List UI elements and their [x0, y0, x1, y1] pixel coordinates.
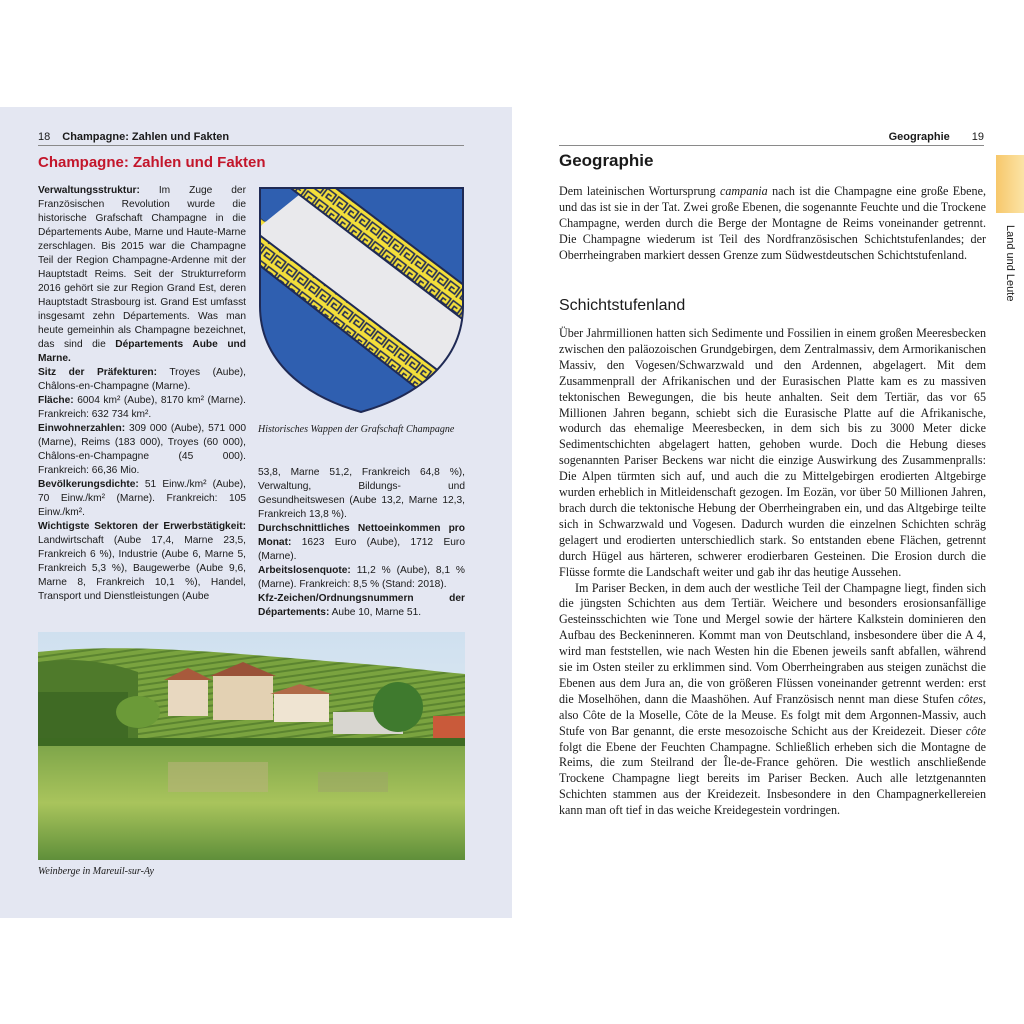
body-paragraph-2 [559, 581, 986, 820]
fact-label: Fläche: [38, 395, 74, 406]
intro-paragraph [559, 184, 986, 264]
left-page-title: Champagne: Zahlen und Fakten [38, 154, 266, 171]
fact-label: Durchschnittliches Nettoeinkommen pro Monat: [258, 523, 465, 548]
photo-caption: Weinberge in Mareuil-sur-Ay [38, 866, 154, 877]
section-body [559, 326, 986, 819]
text-run: , also Côte de la Moselle, Côte de la Meuse. Es folgt mit dem Argonnen-Massiv, auch Stufe von Bar genannt, die erste mesozoische Schicht aus der Kreidezeit. Dieser [559, 691, 986, 738]
chapter-side-label-text: Land und Leute [1004, 225, 1016, 302]
fact-label: Kfz-Zeichen/Ordnungsnummern der Départements: [258, 593, 465, 618]
chapter-tab [996, 155, 1024, 213]
fact-text: 309 000 (Aube), 571 000 (Marne), Reims (183 000), Troyes (60 000), Châlons-en-Champagne (45 000). Frankreich: 66,36 Mio. [38, 423, 246, 476]
chapter-side-label [996, 225, 1024, 315]
italic-run: côte [965, 723, 986, 738]
italic-run: campania [720, 184, 768, 198]
fact-bold-text: Départements Aube und Marne. [38, 339, 246, 364]
facts-column-2 [258, 466, 465, 620]
fact-text: 51 Einw./km² (Aube), 70 Einw./km² (Marne). Frankreich: 105 Einw./km². [38, 479, 246, 518]
italic-run: côtes [958, 691, 983, 706]
fact-text: 1623 Euro (Aube), 1712 Euro (Marne). [258, 537, 465, 562]
fact-text: Troyes (Aube), Châlons-en-Champagne (Marne). [38, 367, 246, 392]
fact-label: Arbeitslosenquote: [258, 565, 351, 576]
fact-text: 6004 km² (Aube), 8170 km² (Marne). Frankreich: 632 734 km². [38, 395, 246, 420]
text-run: Im Pariser Becken, in dem auch der westliche Teil der Champagne liegt, finden sich die jüngsten Schichten aus dem Tertiär. Weichere und besonders erosionsanfällige Gesteinsschichten wie Tone und Mergel sowie der härtere Kalkstein dominieren den Aufbau des Beckeninneren. Kommt man von Deutschland, insbesondere über die A 4, wird man feststellen, wie nach Westen hin die Ebenen jeweils sanft abfallen, während sie im Osten steiler zu erklimmen sind. Vom Oberrheingraben aus steigen zunächst die Ebenen aus dem Jura an, die von größeren Flüssen voneinander getrennt werden: erst die Moselhöhen, dann die Maashöhen. Auf Französisch nennt man diese Stufen [559, 580, 986, 706]
text-run: folgt die Ebene der Feuchten Champagne. Schließlich erheben sich die Montagne de Reims, die zum Steilrand der Île-de-France gehören. Die westlich anschließende Trockene Champagne liegt bereits im Pariser Becken. Auch alle letztgenannten Schichten stammen aus der Kreidezeit. Insbesondere in den Champagnerkellereien kann man oft tief in das weiche Kreidegestein vordringen. [559, 739, 986, 818]
right-page-number: 19 [971, 131, 984, 143]
left-page-number: 18 [38, 131, 51, 143]
fact-text: 11,2 % (Aube), 8,1 % (Marne). Frankreich: 8,5 % (Stand: 2018). [258, 565, 465, 590]
fact-text: Landwirtschaft (Aube 17,4, Marne 23,5, Frankreich 6 %), Industrie (Aube 6, Marne 5, Frankreich 5,3 %), Baugewerbe (Aube 9,6, Marne 8, Frankreich 10,1 %), Handel, Transport und Dienstleistungen (Aube [38, 535, 246, 602]
text-run: Dem lateinischen Wortursprung [559, 184, 721, 198]
fact-label: Wichtigste Sektoren der Erwerbstätigkeit: [38, 521, 246, 532]
right-page-title: Geographie [559, 151, 654, 170]
right-running-head [559, 131, 984, 146]
fact-text: Im Zuge der Französischen Revolution wurde die historische Grafschaft Champagne in die Départements Aube, Marne und Haute-Marne zerschlagen. Bis 2015 war die Champagne Teil der Region Champagne-Ardenne mit der Hauptstadt Reims. Seit der Strukturreform 2016 gehört sie zur Region Grand Est, deren Hauptstadt Strasbourg ist. Grand Est umfasst insgesamt zehn Départements. Was man heute gemeinhin als Champagne bezeichnet, das sind die [38, 185, 246, 350]
left-running-head-text: Champagne: Zahlen und Fakten [62, 131, 230, 143]
crest-caption: Historisches Wappen der Grafschaft Champagne [258, 424, 455, 435]
right-running-head-text: Geographie [888, 131, 950, 143]
text-run: nach ist die Champagne eine große Ebene, und das ist sie in der Tat. Zwei große Ebenen, die sogenannte Feuchte und die Trockene Champagne, werden durch die Berge der Montagne de Reims voneinander getrennt. Die Champagne wiederum ist Teil des Nordfranzösischen Schichtstufenlandes; der Oberrheingraben markiert dessen Grenze zum Südwestdeutschen Schichtstufenland. [559, 184, 986, 262]
fact-label: Bevölkerungsdichte: [38, 479, 139, 490]
champagne-coat-of-arms [258, 186, 465, 414]
facts-column-1 [38, 184, 246, 604]
fact-label: Einwohnerzahlen: [38, 423, 126, 434]
fact-label: Verwaltungsstruktur: [38, 185, 140, 196]
body-paragraph-1: Über Jahrmillionen hatten sich Sedimente und Fossilien in einem großen Meeresbecken zwischen den paläozoischen Grundgebirgen, dem Zentralmassiv, dem Armorikanischen Massiv, den Vogesen/Schwarzwald und den Ardennen, abgelagert. Mit dem Zusammenprall der Afrikanischen und der Eurasischen Platte kam es zu massiven tektonischen Bewegungen, die bis heute anhalten. Seit dem Tertiär, das vor 65 Millionen Jahren begann, schiebt sich die Eurasische Platte auf die Afrikanische, wodurch das ehemalige Meeresbecken, in dem sich bis zu 3000 Meter dicke Sedimentschichten abgelagert hatten, gehoben wurde. Doch die Hebung dieses sogenannten Pariser Beckens war nicht die einzige Auswirkung des Zusammenpralls: Die Alpen türmten sich auf, und auch die zu Mittelgebirgen erodierten Altgebirge wurden erheblich in Mitleidenschaft gezogen. Im Eozän, vor über 50 Millionen Jahren, brach durch die tektonische Hebung der Oberrheingraben ein, und das Altgebirge teilte sich in Schwarzwald und Vogesen. Dadurch wurden die einzelnen Schichten schräg gelagert und erodierten unterschiedlich stark. So entstanden ebene Flächen, getrennt durch Hügel aus härteren, schwerer erodierbaren Gesteinen. Die Erosion durch die Flüsse formte die Landschaft weiter und gab ihr das heutige Aussehen. [559, 326, 986, 579]
fact-text: 53,8, Marne 51,2, Frankreich 64,8 %), Verwaltung, Bildungs- und Gesundheitswesen (Aube 13,2, Marne 12,3, Frankreich 13,8 %). [258, 467, 465, 520]
fact-label: Sitz der Präfekturen: [38, 367, 157, 378]
fact-text: Aube 10, Marne 51. [329, 607, 422, 618]
vineyard-photo [38, 632, 465, 860]
left-running-head [38, 131, 464, 146]
section-subtitle: Schichtstufenland [559, 297, 686, 314]
